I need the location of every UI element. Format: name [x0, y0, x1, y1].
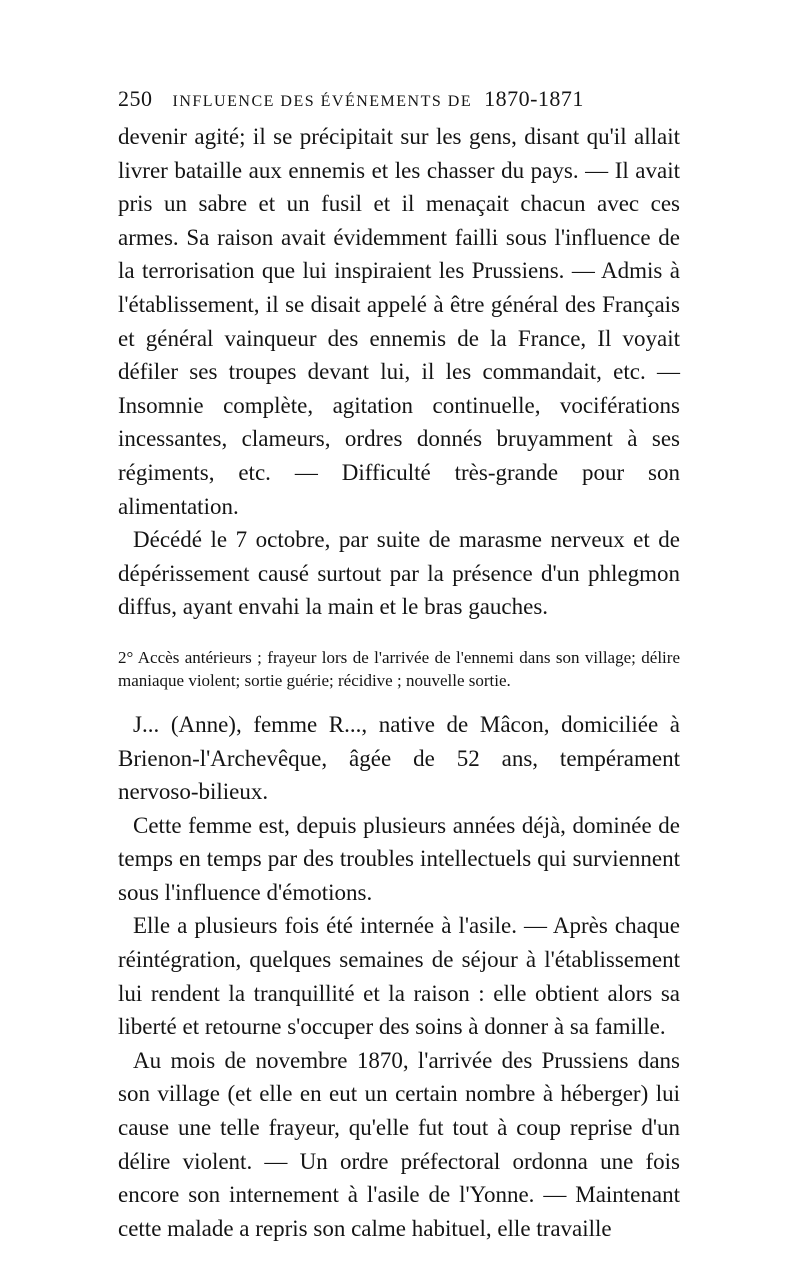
paragraph-history: Cette femme est, depuis plusieurs années déjà, dominée de temps en temps par des troubles intellectuels qui surviennent sous l'influence d'émotions.	[118, 812, 680, 905]
body-text-case-2	[118, 708, 680, 1246]
paragraph-case-continuation: devenir agité; il se précipitait sur les gens, disant qu'il allait livrer bataille aux ennemis et les chasser du pays. — Il avait pris un sabre et un fusil et il menaçait chacun avec ces armes. Sa raison avait évidemment failli sous l'influence de la terrorisation que lui inspiraient les Prussiens. — Admis à l'établissement, il se disait appelé à être général des Français et général vainqueur des ennemis de la France, Il voyait défiler ses troupes devant lui, il les commandait, etc. — Insomnie complète, agitation continuelle, vociférations incessantes, clameurs, ordres donnés bruyamment à ses régiments, etc. — Difficulté très-grande pour son alimentation.	[118, 124, 680, 519]
body-text	[118, 120, 680, 624]
page-number: 250	[118, 86, 153, 111]
running-head-years: 1870-1871	[484, 86, 584, 111]
running-head	[118, 86, 680, 120]
paragraph-internments: Elle a plusieurs fois été internée à l'asile. — Après chaque réintégration, quelques semaines de séjour à l'établissement lui rendent la tranquillité et la raison : elle obtient alors sa liberté et retourne s'occuper des soins à donner à sa famille.	[118, 913, 680, 1040]
paragraph-november-1870: Au mois de novembre 1870, l'arrivée des Prussiens dans son village (et elle en eut un certain nombre à héberger) lui cause une telle frayeur, qu'elle fut tout à coup reprise d'un délire violent. — Un ordre préfectoral ordonna une fois encore son internement à l'asile de l'Yonne. — Maintenant cette malade a repris son calme habituel, elle travaille	[118, 1047, 680, 1241]
paragraph-patient-identity: J... (Anne), femme R..., native de Mâcon, domiciliée à Brienon-l'Archevêque, âgée de 52 ans, tempérament nervoso-bilieux.	[118, 711, 680, 805]
book-page	[118, 86, 680, 1245]
case-heading: 2° Accès antérieurs ; frayeur lors de l'arrivée de l'ennemi dans son village; délire maniaque violent; sortie guérie; récidive ; nouvelle sortie.	[118, 647, 680, 690]
paragraph-death-note: Décédé le 7 octobre, par suite de marasme nerveux et de dépérissement causé surtout par la présence d'un phlegmon diffus, ayant envahi la main et le bras gauches.	[118, 527, 680, 620]
running-head-title: INFLUENCE DES ÉVÉNEMENTS DE	[172, 93, 473, 110]
